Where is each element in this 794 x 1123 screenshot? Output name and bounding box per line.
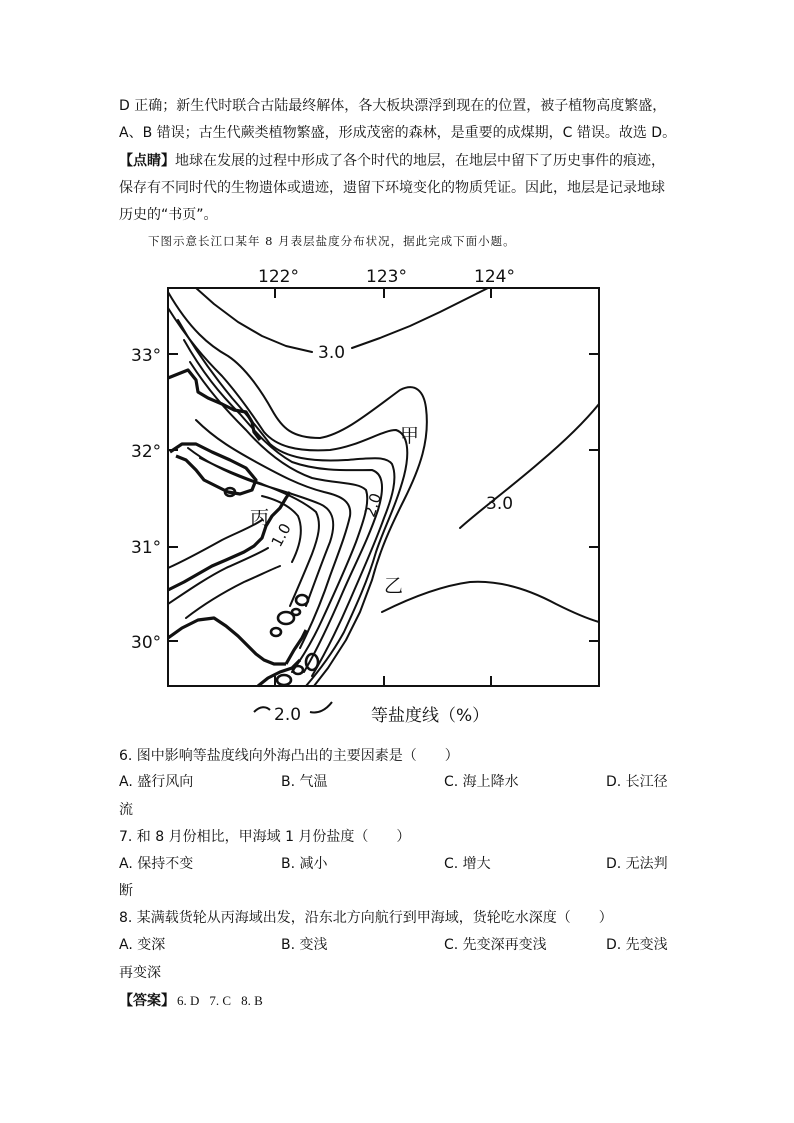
question-6-option-b[interactable]: B. 气温	[281, 774, 328, 790]
lon-label-124: 124°	[474, 267, 515, 287]
contour-label-1: 1.0	[267, 520, 295, 550]
question-6-option-c[interactable]: C. 海上降水	[444, 774, 519, 790]
text-line-4: 保存有不同时代的生物遗体或遗迹，遗留下环境变化的物质凭证。因此，地层是记录地球	[119, 180, 665, 196]
answer-item-6: 6. D	[177, 993, 200, 1008]
dianjing-tag: 【点睛】	[119, 153, 175, 169]
question-7-option-a[interactable]: A. 保持不变	[119, 856, 194, 872]
question-6-option-a[interactable]: A. 盛行风向	[119, 774, 194, 790]
label-bing: 丙	[250, 507, 270, 529]
map-ticks	[168, 288, 599, 686]
answer-item-8: 8. B	[241, 993, 263, 1008]
question-8-option-d-wrap: 再变深	[119, 965, 161, 981]
question-6-stem: 6. 图中影响等盐度线向外海凸出的主要因素是（ ）	[119, 748, 459, 764]
contour-c4	[190, 362, 367, 672]
legend-text: 等盐度线（%）	[371, 706, 490, 726]
contour-label-3-top: 3.0	[318, 343, 346, 363]
question-8-option-d[interactable]: D. 先变浅	[606, 937, 668, 953]
contour-3-main	[168, 292, 427, 686]
lon-label-123: 123°	[366, 267, 407, 287]
lat-label-33: 33°	[131, 346, 162, 366]
question-7-option-d-wrap: 断	[119, 883, 133, 899]
contour-3-top-left	[196, 288, 312, 352]
contour-3-right	[460, 404, 599, 528]
figure-caption: 下图示意长江口某年 8 月表层盐度分布状况，据此完成下面小题。	[148, 234, 516, 248]
question-8-stem: 8. 某满载货轮从丙海域出发，沿东北方向航行到甲海域，货轮吃水深度（ ）	[119, 910, 613, 926]
question-7-option-c[interactable]: C. 增大	[444, 856, 491, 872]
text-line-1: D 正确；新生代时联合古陆最终解体，各大板块漂浮到现在的位置，被子植物高度繁盛，	[119, 98, 667, 114]
question-7-option-d[interactable]: D. 无法判	[606, 856, 668, 872]
answer-line	[119, 991, 273, 1011]
text-line-2: A、B 错误；古生代蕨类植物繁盛，形成茂密的森林，是重要的成煤期，C 错误。故选 D。	[119, 125, 677, 141]
lat-label-30: 30°	[131, 633, 162, 653]
answer-item-7: 7. C	[209, 993, 232, 1008]
question-6-option-d-wrap: 流	[119, 802, 133, 818]
contour-3-right-lower	[382, 582, 599, 622]
legend-sample-value: 2.0	[274, 705, 302, 725]
contour-label-3-right: 3.0	[486, 494, 514, 514]
text-line-3	[119, 151, 665, 171]
question-8-option-c[interactable]: C. 先变深再变浅	[444, 937, 547, 953]
label-jia: 甲	[400, 425, 420, 447]
question-8-option-a[interactable]: A. 变深	[119, 937, 166, 953]
answer-label: 【答案】	[119, 993, 175, 1009]
contour-inner-left	[168, 520, 262, 568]
label-yi: 乙	[384, 575, 404, 597]
text-line-3-body: 地球在发展的过程中形成了各个时代的地层，在地层中留下了历史事件的痕迹，	[175, 153, 665, 169]
lat-label-32: 32°	[131, 442, 162, 462]
salinity-contours	[168, 288, 599, 686]
text-line-5: 历史的“书页”。	[119, 207, 218, 223]
question-6-option-d[interactable]: D. 长江径	[606, 774, 668, 790]
salinity-map	[125, 260, 605, 730]
lat-label-31: 31°	[131, 538, 162, 558]
contour-3-top-right	[352, 288, 488, 348]
map-frame	[168, 288, 599, 686]
lon-label-122: 122°	[258, 267, 299, 287]
question-8-option-b[interactable]: B. 变浅	[281, 937, 328, 953]
question-7-option-b[interactable]: B. 减小	[281, 856, 328, 872]
contour-label-2: 2.0	[360, 490, 386, 520]
question-7-stem: 7. 和 8 月份相比，甲海域 1 月份盐度（ ）	[119, 829, 411, 845]
map-legend	[254, 702, 489, 726]
